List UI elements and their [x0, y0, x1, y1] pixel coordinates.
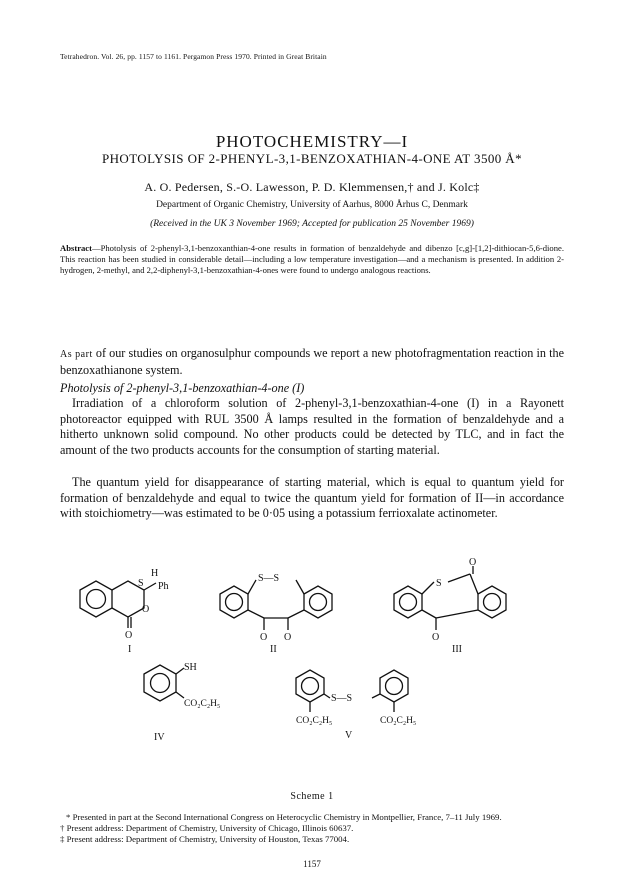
atom-Ph-I: Ph — [158, 581, 169, 592]
footnotes — [60, 812, 570, 846]
page-number: 1157 — [303, 859, 321, 869]
structure-II — [220, 580, 332, 630]
atom-O-II-left: O — [260, 632, 268, 643]
intro-text: of our studies on organosulphur compounds we report a new photofragmentation reaction in the benzoxathianone system. — [60, 346, 564, 377]
label-V: V — [345, 730, 353, 741]
structure-III — [394, 566, 506, 630]
abstract — [60, 243, 564, 275]
paragraph-quantum-yield: The quantum yield for disappearance of starting material, which is equal to quantum yield for formation of benzaldehyde and equal to twice the quantum yield for formation of II—in accordance with stoichiometry—was estimated to be 0·05 using a potassium ferrioxalate actinometer. — [60, 475, 564, 521]
affiliation: Department of Organic Chemistry, University of Aarhus, 8000 Århus C, Denmark — [156, 200, 468, 210]
footnote-2: † Present address: Department of Chemistry, University of Chicago, Illinois 60637. — [60, 823, 354, 834]
atom-O-III-bottom: O — [432, 632, 440, 643]
section-heading: Photolysis of 2-phenyl-3,1-benzoxathian-4-one (I) — [60, 381, 305, 395]
atom-H-I: H — [151, 568, 159, 579]
atom-SS-II: S—S — [258, 573, 280, 584]
scheme-caption — [0, 791, 624, 802]
label-I: I — [128, 644, 132, 655]
footnote-1: * Presented in part at the Second International Congress on Heterocyclic Chemistry in Montpellier, France, 7–11 July 1969. — [66, 812, 502, 822]
label-III: III — [452, 644, 462, 655]
atom-S-I: S — [138, 578, 144, 589]
structure-IV — [144, 665, 184, 701]
intro-lead: As part — [60, 349, 93, 360]
ester-IV: CO₂C₂H₅ — [184, 699, 221, 709]
structure-V — [296, 670, 408, 712]
ester-V-right: CO₂C₂H₅ — [380, 716, 417, 726]
atom-O-carbonyl-I: O — [125, 630, 133, 641]
atom-SH-IV: SH — [184, 662, 197, 673]
paper-title: PHOTOCHEMISTRY—I — [215, 132, 409, 151]
label-II: II — [270, 644, 277, 655]
atom-O-II-right: O — [284, 632, 292, 643]
atom-S-III: S — [436, 578, 442, 589]
paragraph-irradiation: Irradiation of a chloroform solution of 2-phenyl-3,1-benzoxathian-4-one (I) in a Rayonett photoreactor equipped with RUL 3500 Å lamps resulted in the formation of benzaldehyde and a hitherto unknown solid compound. No other products could be detected by TLC, and in fact the amount of the two products accounts for the consumption of starting material. — [60, 396, 564, 457]
atom-SS-V: S—S — [331, 693, 353, 704]
abstract-text: —Photolysis of 2-phenyl-3,1-benzoxanthian-4-one results in formation of benzaldehyde and dibenzo [c,g]-[1,2]-dithiocan-5,6-dione. This reaction has been studied in considerable detail—including a low temperature investigation—and a mechanism is presented. In addition 2-hydrogen, 2-methyl, and 2,2-diphenyl-3,1-benzoxathian-4-ones were found to undergo analogous reactions. — [60, 243, 564, 275]
received-dates: (Received in the UK 3 November 1969; Accepted for publication 25 November 1969) — [150, 219, 474, 229]
label-IV: IV — [154, 732, 165, 743]
scheme-caption-text: Scheme 1 — [290, 791, 334, 802]
scheme-1-structures — [60, 556, 564, 806]
paper-subtitle: PHOTOLYSIS OF 2-PHENYL-3,1-BENZOXATHIAN-4-ONE AT 3500 Å* — [102, 151, 522, 166]
atom-O-III-top: O — [469, 557, 477, 568]
atom-O-ring-I: O — [142, 604, 150, 615]
author-list: A. O. Pedersen, S.-O. Lawesson, P. D. Klemmensen,† and J. Kolc‡ — [144, 180, 480, 194]
intro-paragraph — [60, 346, 564, 378]
footnote-3: ‡ Present address: Department of Chemistry, University of Houston, Texas 77004. — [60, 834, 350, 845]
journal-citation: Tetrahedron. Vol. 26, pp. 1157 to 1161. Pergamon Press 1970. Printed in Great Britain — [60, 52, 327, 61]
ester-V-left: CO₂C₂H₅ — [296, 716, 333, 726]
abstract-label: Abstract — [60, 243, 92, 253]
